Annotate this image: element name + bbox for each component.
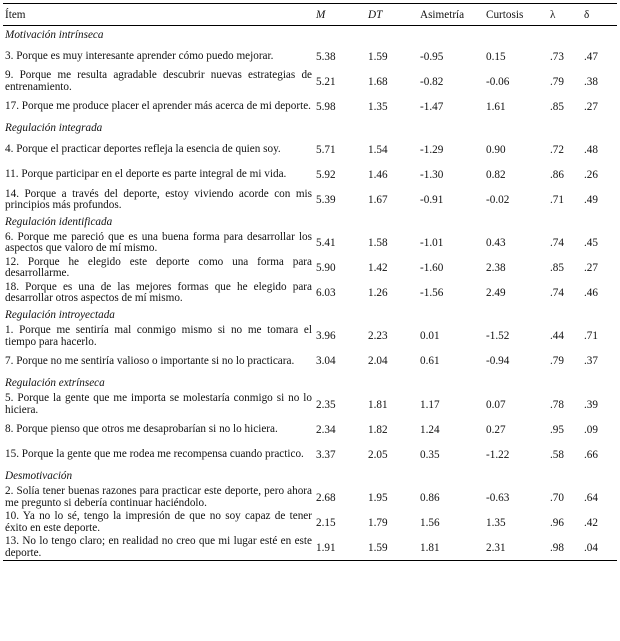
sd-value: 1.68 — [368, 75, 388, 88]
sd-value: 1.82 — [368, 423, 388, 436]
lambda-value: .85 — [550, 262, 564, 275]
sd-value: 1.35 — [368, 100, 388, 113]
section-title: Regulación extrínseca — [5, 377, 105, 390]
delta-value: .64 — [584, 491, 598, 504]
skewness-value: 1.24 — [420, 423, 440, 436]
mean-value: 3.96 — [316, 330, 336, 343]
mean-value: 5.92 — [316, 169, 336, 181]
skewness-value: 1.81 — [418, 535, 484, 561]
header-skewness: Asimetría — [418, 4, 484, 26]
lambda-value: .58 — [550, 448, 564, 461]
item-text: 17. Porque me produce placer el aprender más acerca de mi deporte. — [5, 100, 311, 113]
sd-value: 1.58 — [368, 237, 388, 250]
lambda-value: .98 — [548, 535, 582, 561]
mean-value: 5.71 — [316, 144, 336, 156]
item-text: 4. Porque el practicar deportes refleja la esencia de quien soy. — [5, 143, 281, 156]
kurtosis-value: -0.02 — [486, 194, 510, 206]
delta-value: .46 — [584, 287, 598, 300]
sd-value: 1.81 — [368, 398, 388, 411]
header-item: Ítem — [3, 4, 314, 26]
delta-value: .39 — [584, 398, 598, 411]
table-row — [3, 535, 617, 561]
kurtosis-value: 0.43 — [486, 237, 506, 250]
delta-value: .45 — [584, 237, 598, 250]
skewness-value: -1.47 — [420, 100, 444, 113]
table-header — [3, 4, 617, 26]
section-title: Regulación identificada — [5, 215, 113, 228]
sd-value: 1.79 — [368, 516, 388, 529]
kurtosis-value: -1.22 — [486, 448, 510, 461]
kurtosis-value: 2.38 — [486, 262, 506, 275]
section-header-row — [3, 26, 617, 45]
delta-value: .71 — [584, 330, 598, 343]
kurtosis-value: -0.94 — [486, 355, 510, 368]
section-header-row — [3, 306, 617, 324]
lambda-value: .96 — [550, 516, 564, 529]
table-row — [3, 69, 617, 94]
table-row — [3, 44, 617, 69]
table-row — [3, 392, 617, 417]
delta-value: .42 — [584, 516, 598, 529]
sd-value: 1.59 — [366, 535, 418, 561]
kurtosis-value: 0.27 — [486, 423, 506, 436]
delta-value: .04 — [582, 535, 617, 561]
table-row — [3, 188, 617, 213]
kurtosis-value: 1.35 — [486, 516, 506, 529]
sd-value: 1.46 — [368, 169, 388, 181]
header-row — [3, 4, 617, 26]
item-text: 11. Porque participar en el deporte es parte integral de mi vida. — [5, 168, 287, 181]
item-text: 5. Porque la gente que me importa se molestaría conmigo si no lo hiciera. — [5, 392, 312, 416]
mean-value: 1.91 — [314, 535, 366, 561]
sd-value: 2.05 — [368, 448, 388, 461]
skewness-value: 1.17 — [420, 398, 440, 411]
kurtosis-value: 2.49 — [486, 287, 506, 300]
mean-value: 5.39 — [316, 194, 336, 206]
mean-value: 2.15 — [316, 516, 336, 529]
lambda-value: .95 — [550, 423, 564, 436]
lambda-value: .85 — [550, 100, 564, 113]
kurtosis-value: 2.31 — [484, 535, 548, 561]
section-title: Desmotivación — [5, 470, 73, 483]
item-text: 6. Porque me pareció que es una buena forma para desarrollar los aspectos que valoro de mí mismo. — [5, 230, 312, 255]
item-text: 3. Porque es muy interesante aprender cómo puedo mejorar. — [5, 50, 274, 63]
kurtosis-value: -1.52 — [486, 330, 510, 343]
table-body — [3, 26, 617, 561]
item-text: 14. Porque a través del deporte, estoy viviendo acorde con mis principios más profundos. — [5, 187, 312, 212]
sd-value: 2.23 — [368, 330, 388, 343]
header-lambda: λ — [548, 4, 582, 26]
table-row — [3, 256, 617, 281]
sd-value: 1.26 — [368, 287, 388, 300]
skewness-value: 1.56 — [420, 516, 440, 529]
table-row — [3, 231, 617, 256]
table-row — [3, 485, 617, 510]
skewness-value: 0.35 — [420, 448, 440, 461]
item-text: 2. Solía tener buenas razones para practicar este deporte, pero ahora me pregunto si debería continuar haciéndolo. — [5, 485, 312, 509]
item-text: 10. Ya no lo sé, tengo la impresión de que no soy capaz de tener éxito en este deporte. — [5, 510, 312, 534]
table-row — [3, 138, 617, 163]
lambda-value: .74 — [550, 287, 564, 300]
table-row — [3, 94, 617, 119]
section-header-row — [3, 213, 617, 231]
table-row — [3, 324, 617, 349]
skewness-value: 0.01 — [420, 330, 440, 343]
mean-value: 5.21 — [316, 75, 336, 88]
sd-value: 1.54 — [368, 144, 388, 156]
skewness-value: -1.30 — [420, 169, 444, 181]
delta-value: .27 — [584, 100, 598, 113]
lambda-value: .74 — [550, 237, 564, 250]
mean-value: 5.41 — [316, 237, 336, 250]
mean-value: 6.03 — [316, 287, 336, 300]
table-row — [3, 510, 617, 535]
table-row — [3, 163, 617, 188]
item-text: 7. Porque no me sentiría valioso o importante si no lo practicara. — [5, 354, 295, 367]
skewness-value: 0.86 — [420, 491, 440, 504]
item-text: 18. Porque es una de las mejores formas que he elegido para desarrollar otros aspectos de mí mismo. — [5, 280, 312, 305]
kurtosis-value: 0.15 — [486, 50, 506, 63]
lambda-value: .78 — [550, 398, 564, 411]
delta-value: .26 — [584, 169, 598, 181]
item-text: 9. Porque me resulta agradable descubrir nuevas estrategias de entrenamiento. — [5, 69, 312, 93]
kurtosis-value: -0.63 — [486, 491, 510, 504]
delta-value: .09 — [584, 423, 598, 436]
section-header-row — [3, 119, 617, 137]
delta-value: .48 — [584, 144, 598, 156]
delta-value: .37 — [584, 355, 598, 368]
header-mean: M — [314, 4, 366, 26]
table-row — [3, 349, 617, 374]
sd-value: 2.04 — [368, 355, 388, 368]
item-text: 8. Porque pienso que otros me desaprobarían si no lo hiciera. — [5, 422, 278, 435]
delta-value: .47 — [584, 50, 598, 63]
sd-value: 1.59 — [368, 50, 388, 63]
section-title: Motivación intrínseca — [5, 29, 104, 42]
table-row — [3, 281, 617, 306]
item-text: 12. Porque he elegido este deporte como una forma para desarrollarme. — [5, 255, 312, 280]
table-row — [3, 417, 617, 442]
kurtosis-value: -0.06 — [486, 75, 510, 88]
skewness-value: -1.01 — [420, 237, 444, 250]
sd-value: 1.42 — [368, 262, 388, 275]
mean-value: 5.98 — [316, 100, 336, 113]
kurtosis-value: 0.82 — [486, 169, 506, 181]
skewness-value: -1.56 — [420, 287, 444, 300]
delta-value: .49 — [584, 194, 598, 206]
skewness-value: -0.95 — [420, 50, 444, 63]
lambda-value: .44 — [550, 330, 564, 343]
section-title: Regulación integrada — [5, 122, 103, 135]
skewness-value: -0.91 — [420, 194, 444, 206]
lambda-value: .72 — [550, 144, 564, 156]
delta-value: .66 — [584, 448, 598, 461]
table-row — [3, 442, 617, 467]
mean-value: 2.35 — [316, 398, 336, 411]
delta-value: .38 — [584, 75, 598, 88]
skewness-value: 0.61 — [420, 355, 440, 368]
mean-value: 3.04 — [316, 355, 336, 368]
skewness-value: -1.29 — [420, 144, 444, 156]
kurtosis-value: 0.90 — [486, 144, 506, 156]
mean-value: 5.90 — [316, 262, 336, 275]
item-text: 15. Porque la gente que me rodea me recompensa cuando practico. — [5, 447, 304, 460]
lambda-value: .71 — [550, 194, 564, 206]
section-header-row — [3, 467, 617, 485]
header-kurtosis: Curtosis — [484, 4, 548, 26]
section-title: Regulación introyectada — [5, 308, 115, 321]
item-text: 13. No lo tengo claro; en realidad no creo que mi lugar esté en este deporte. — [5, 535, 312, 559]
sd-value: 1.95 — [368, 491, 388, 504]
mean-value: 2.68 — [316, 491, 336, 504]
skewness-value: -1.60 — [420, 262, 444, 275]
lambda-value: .79 — [550, 75, 564, 88]
delta-value: .27 — [584, 262, 598, 275]
item-text: 1. Porque me sentiría mal conmigo mismo si no me tomara el tiempo para hacerlo. — [5, 323, 312, 348]
header-delta: δ — [582, 4, 617, 26]
kurtosis-value: 0.07 — [486, 398, 506, 411]
item-statistics-table — [3, 3, 617, 561]
kurtosis-value: 1.61 — [486, 100, 506, 113]
mean-value: 3.37 — [316, 448, 336, 461]
header-sd: DT — [366, 4, 418, 26]
lambda-value: .79 — [550, 355, 564, 368]
skewness-value: -0.82 — [420, 75, 444, 88]
lambda-value: .70 — [550, 491, 564, 504]
section-header-row — [3, 374, 617, 392]
sd-value: 1.67 — [368, 194, 388, 206]
lambda-value: .86 — [550, 169, 564, 181]
mean-value: 5.38 — [316, 50, 336, 63]
lambda-value: .73 — [550, 50, 564, 63]
mean-value: 2.34 — [316, 423, 336, 436]
